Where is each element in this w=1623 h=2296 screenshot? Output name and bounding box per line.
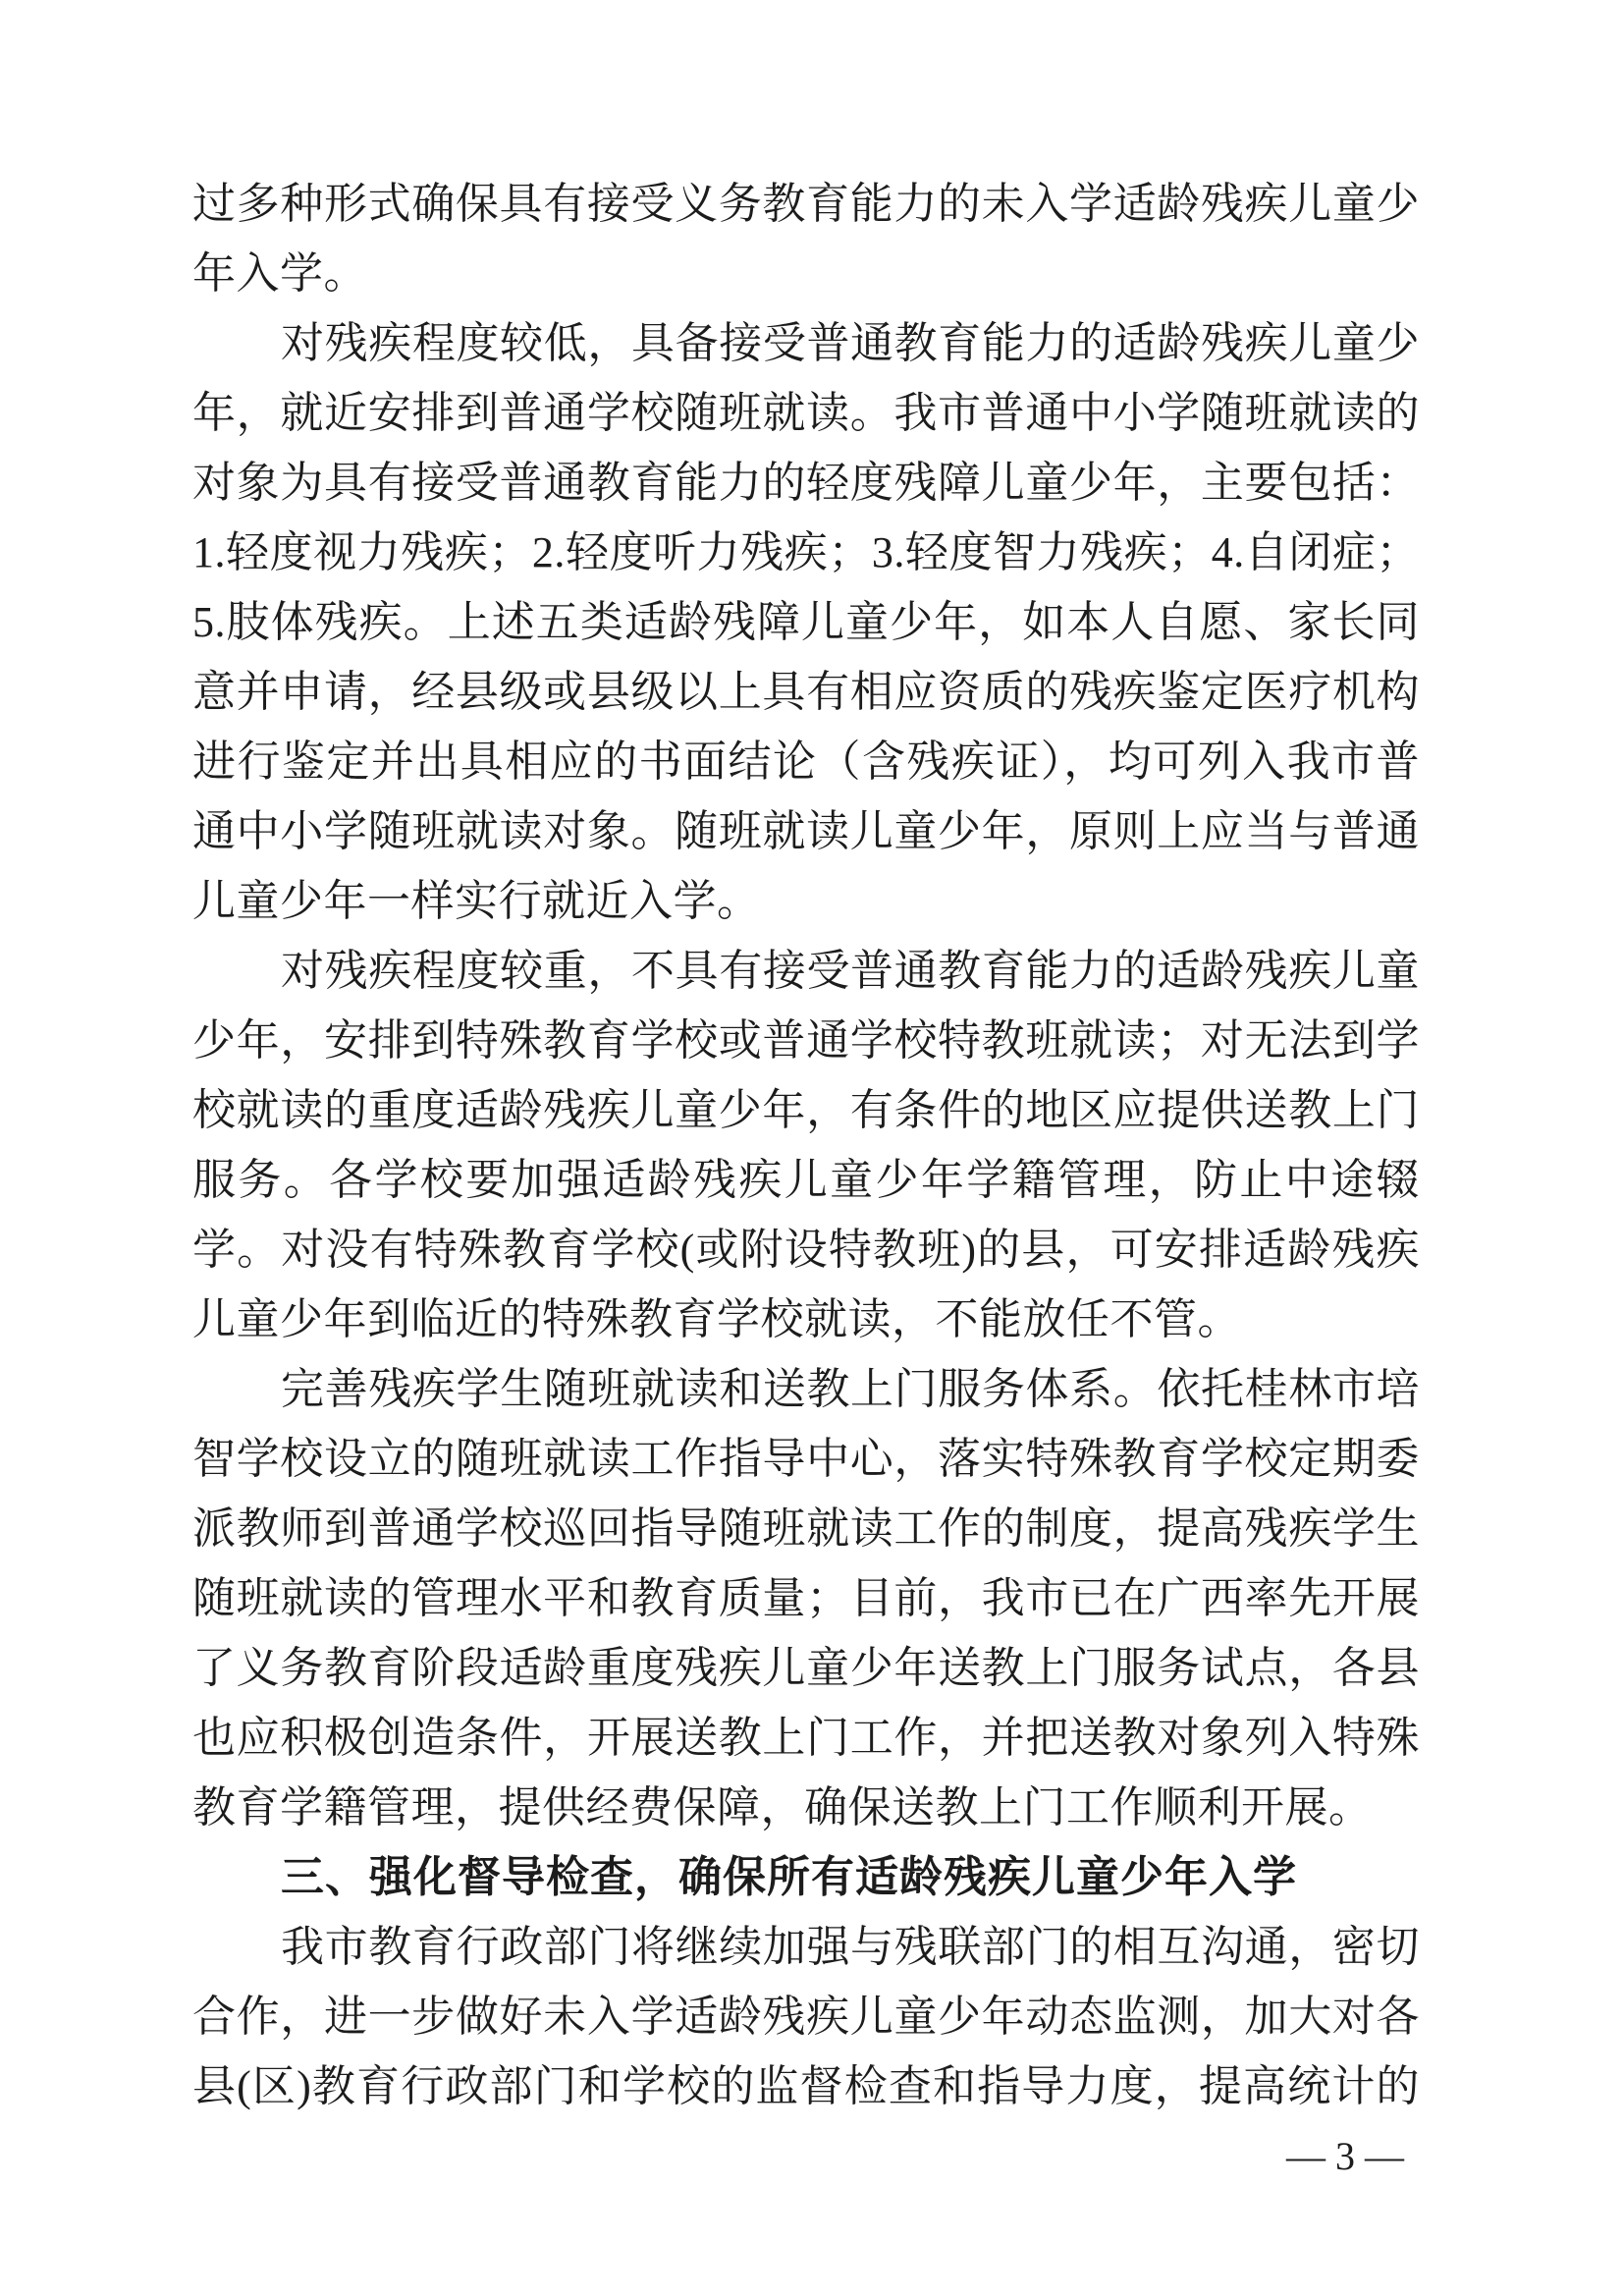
text-line: 派教师到普通学校巡回指导随班就读工作的制度，提高残疾学生 [192,1504,1420,1553]
text-line: 年，就近安排到普通学校随班就读。我市普通中小学随班就读的 [192,389,1420,437]
text-line: 了义务教育阶段适龄重度残疾儿童少年送教上门服务试点，各县 [192,1644,1420,1692]
text-line: 我市教育行政部门将继续加强与残联部门的相互沟通，密切 [281,1923,1420,1971]
text-line: 1.轻度视力残疾；2.轻度听力残疾；3.轻度智力残疾；4.自闭症； [192,528,1420,576]
text-line: 教育学籍管理，提供经费保障，确保送教上门工作顺利开展。 [192,1783,1373,1831]
text-line: 过多种形式确保具有接受义务教育能力的未入学适龄残疾儿童少 [192,180,1420,228]
text-line: 完善残疾学生随班就读和送教上门服务体系。依托桂林市培 [281,1365,1420,1413]
text-line: 少年，安排到特殊教育学校或普通学校特教班就读；对无法到学 [192,1016,1420,1065]
text-line: 通中小学随班就读对象。随班就读儿童少年，原则上应当与普通 [192,807,1420,855]
text-line: 合作，进一步做好未入学适龄残疾儿童少年动态监测，加大对各 [192,1993,1420,2041]
text-line: 儿童少年到临近的特殊教育学校就读，不能放任不管。 [192,1295,1241,1343]
text-line: 对象为具有接受普通教育能力的轻度残障儿童少年，主要包括： [192,459,1420,507]
text-line: 年入学。 [192,249,367,298]
text-line: 儿童少年一样实行就近入学。 [192,877,761,925]
text-line: 进行鉴定并出具相应的书面结论（含残疾证），均可列入我市普 [192,738,1420,786]
text-line: 也应积极创造条件，开展送教上门工作，并把送教对象列入特殊 [192,1714,1420,1762]
document-body [192,169,1420,2121]
section-heading: 三、强化督导检查，确保所有适龄残疾儿童少年入学 [281,1853,1297,1901]
text-line: 对残疾程度较重，不具有接受普通教育能力的适龄残疾儿童 [281,947,1420,995]
text-line: 智学校设立的随班就读工作指导中心，落实特殊教育学校定期委 [192,1435,1420,1483]
text-line: 县(区)教育行政部门和学校的监督检查和指导力度，提高统计的 [192,2062,1420,2110]
text-line: 对残疾程度较低，具备接受普通教育能力的适龄残疾儿童少 [281,319,1420,367]
text-line: 服务。各学校要加强适龄残疾儿童少年学籍管理，防止中途辍 [192,1156,1420,1204]
page-number: — 3 — [1286,2134,1404,2178]
text-line: 意并申请，经县级或县级以上具有相应资质的残疾鉴定医疗机构 [192,668,1420,716]
text-line: 5.肢体残疾。上述五类适龄残障儿童少年，如本人自愿、家长同 [192,598,1420,646]
text-line: 校就读的重度适龄残疾儿童少年，有条件的地区应提供送教上门 [192,1086,1420,1134]
text-line: 学。对没有特殊教育学校(或附设特教班)的县，可安排适龄残疾 [192,1226,1420,1274]
text-line: 随班就读的管理水平和教育质量；目前，我市已在广西率先开展 [192,1574,1420,1622]
